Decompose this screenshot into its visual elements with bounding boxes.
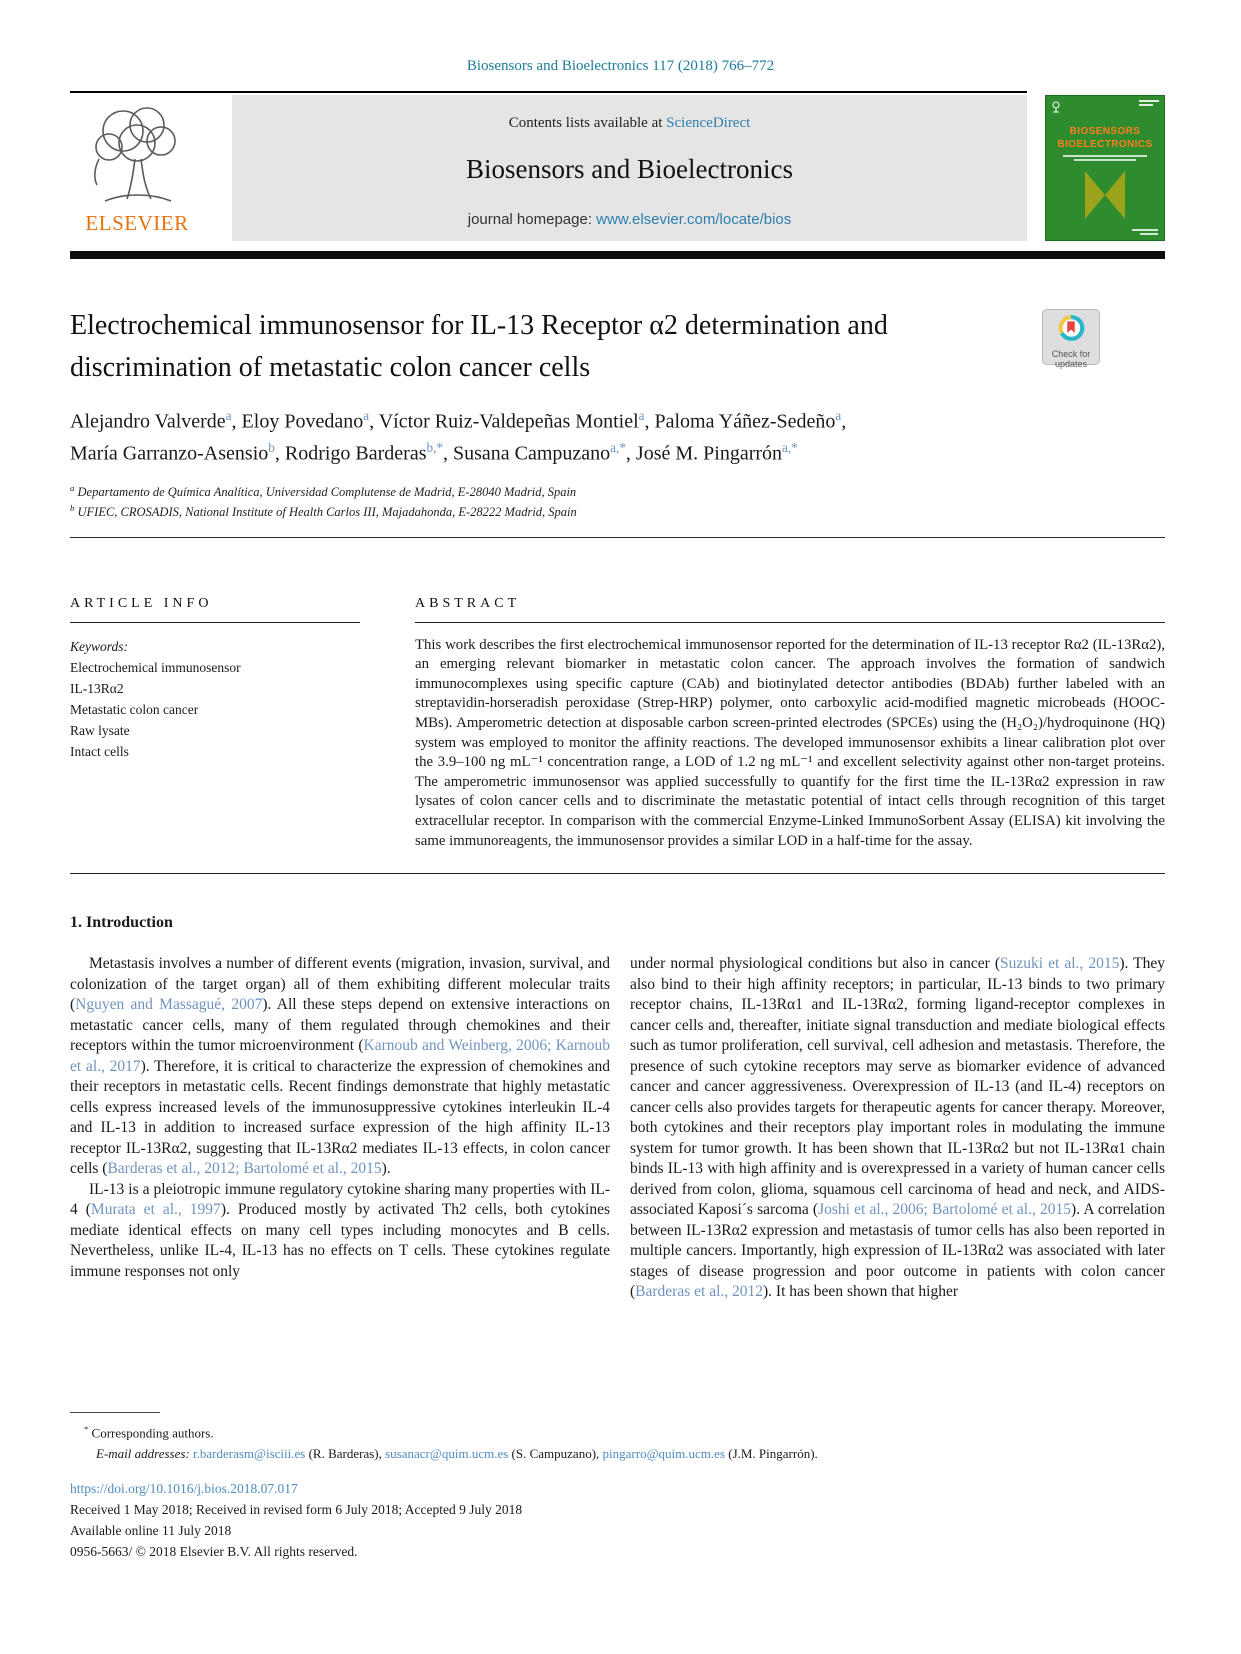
homepage-line bbox=[232, 211, 1027, 228]
elsevier-wordmark: ELSEVIER bbox=[85, 211, 189, 235]
authors-line-1: Alejandro Valverde$^a$, Eloy Povedano$^a$, Víctor Ruiz-Valdepeñas Montiel$^a$, Paloma Yáñez-Sedeño$^a$, bbox=[70, 408, 847, 433]
affiliations bbox=[70, 480, 1165, 520]
homepage-prefix: journal homepage: bbox=[467, 211, 597, 228]
citation-link[interactable]: Nguyen and Massagué, 2007 bbox=[75, 996, 263, 1014]
article-info-heading: ARTICLE INFO bbox=[70, 595, 213, 611]
abstract-heading: ABSTRACT bbox=[415, 595, 521, 611]
homepage-link[interactable]: www.elsevier.com/locate/bios bbox=[596, 211, 792, 228]
cover-logo-icon bbox=[1051, 100, 1061, 118]
footnote-rule bbox=[70, 1412, 160, 1413]
intro-paragraph: IL-13 is a pleiotropic immune regulatory cytokine sharing many properties with IL-4 (Murata et al., 1997). Produced mostly by activated Th2 cells, both cytokines mediate identical effects on many cell types including monocytes and B cells. Nevertheless, unlike IL-4, IL-13 has no effects on T cells. These cytokines regulate immune responses not only bbox=[70, 1180, 610, 1280]
inline-link[interactable]: pingarro@quim.ucm.es bbox=[602, 1446, 725, 1462]
cover-tagline-decoration bbox=[1051, 155, 1159, 161]
body-column-left bbox=[70, 954, 610, 1303]
sciencedirect-link[interactable]: ScienceDirect bbox=[666, 115, 751, 131]
citation-link[interactable]: Joshi et al., 2006; Bartolomé et al., 2015 bbox=[818, 1201, 1072, 1219]
citation-link[interactable]: Murata et al., 1997 bbox=[90, 1201, 221, 1219]
article-title: Electrochemical immunosensor for IL-13 Receptor α2 determination and discrimination of metastatic colon cancer cells bbox=[70, 310, 888, 383]
intro-paragraph: Metastasis involves a number of different events (migration, invasion, survival, and colonization of the target organ) all of them exhibiting different molecular traits (Nguyen and Massagué, 2007). All these steps depend on extensive interactions on metastatic cancer cells, many of them regulated through chemokines and their receptors within the tumor microenvironment (Karnoub and Weinberg, 2006; Karnoub et al., 2017). Therefore, it is critical to characterize the expression of chemokines and their receptors in metastatic cells. Recent findings demonstrate that highly metastatic cells express increased levels of the immunosuppressive cytokines interleukin IL-4 and IL-13 in addition to increased surface expression of the high affinity IL-13 receptor IL-13Rα2, suggesting that IL-13Rα2 mediates IL-13 effects, in colon cancer cells (Barderas et al., 2012; Bartolomé et al., 2015). bbox=[70, 955, 611, 1178]
citation-link[interactable]: Barderas et al., 2012; Bartolomé et al., 2015 bbox=[107, 1160, 382, 1178]
title-divider-rule bbox=[70, 537, 1165, 538]
introduction-heading: 1. Introduction bbox=[70, 914, 173, 932]
journal-cover-thumbnail bbox=[1045, 95, 1165, 241]
author-list bbox=[70, 403, 1165, 466]
doi-link[interactable]: https://doi.org/10.1016/j.bios.2018.07.017 bbox=[70, 1481, 298, 1496]
journal-name: Biosensors and Bioelectronics bbox=[466, 154, 793, 184]
cover-bowtie-icon bbox=[1051, 171, 1159, 219]
cover-title-line1: BIOSENSORS bbox=[1069, 126, 1141, 137]
available-online-line: Available online 11 July 2018 bbox=[70, 1523, 232, 1538]
keyword-item: Electrochemical immunosensor bbox=[70, 659, 241, 675]
inline-link[interactable]: r.barderasm@isciii.es bbox=[193, 1446, 306, 1462]
keyword-item: Intact cells bbox=[70, 743, 129, 759]
article-info-column bbox=[70, 596, 360, 852]
keyword-item: Metastatic colon cancer bbox=[70, 701, 199, 717]
check-updates-icon bbox=[1056, 330, 1086, 347]
affiliation-item: $^a$ Departamento de Química Analítica, Universidad Complutense de Madrid, E-28040 Madrid, Spain bbox=[70, 483, 577, 500]
authors-line-2: María Garranzo-Asensio$^b$, Rodrigo Barderas$^{b,*}$, Susana Campuzano$^{a,*}$, José M. Pingarrón$^{a,*}$ bbox=[70, 439, 798, 465]
journal-citation-header: Biosensors and Bioelectronics 117 (2018) 766–772 bbox=[466, 58, 775, 74]
elsevier-logo bbox=[72, 101, 202, 241]
abstract-column bbox=[415, 596, 1165, 852]
citation-link[interactable]: Karnoub and Weinberg, 2006; Karnoub et al., 2017 bbox=[70, 1037, 611, 1075]
copyright-line: 0956-5663/ © 2018 Elsevier B.V. All rights reserved. bbox=[70, 1544, 358, 1559]
corresponding-authors-note: * Corresponding authors. bbox=[84, 1424, 214, 1441]
journal-masthead-box bbox=[232, 95, 1027, 241]
inline-link[interactable]: susanacr@quim.ucm.es bbox=[385, 1446, 509, 1462]
article-history-block bbox=[70, 1478, 1165, 1562]
keyword-item: Raw lysate bbox=[70, 722, 130, 738]
check-updates-label: Check for updates bbox=[1051, 349, 1091, 369]
masthead-divider-bar bbox=[70, 251, 1165, 259]
abstract-text: This work describes the first electrochemical immunosensor reported for the determination of IL-13 receptor Rα2 (IL-13Rα2), an emerging relevant biomarker in metastatic colon cancer. The approach involves the formation of sandwich immunocomplexes using specific capture (CAb) and biotinylated detector antibodies (BDAb) further labeled with an streptavidin-horseradish peroxidase (Strep-HRP) polymer, onto carboxylic acid-modified magnetic microbeads (HOOC-MBs). Amperometric detection at disposable carbon screen-printed electrodes (SPCEs) using the (H₂O₂)/hydroquinone (HQ) system was employed to monitor the affinity reactions. The developed immunosensor exhibits a linear calibration plot over the 3.9–100 ng mL⁻¹ concentration range, a LOD of 1.2 ng mL⁻¹ and excellent selectivity against other non-target proteins. The amperometric immunosensor was applied successfully to quantify for the first time the IL-13Rα2 expression in raw lysates of colon cancer cells and to discriminate the metastatic potential of intact cells through recognition of this target extracellular receptor. In comparison with the commercial Enzyme-Linked ImmunoSorbent Assay (ELISA) kit involving the same immunoreagents, the immunosensor provides a similar LOD in a half-time for the assay. bbox=[415, 636, 1165, 849]
introduction-section bbox=[70, 914, 1165, 1303]
intro-paragraph: under normal physiological conditions but also in cancer (Suzuki et al., 2015). They also bind to their high affinity receptors; in particular, IL-13 binds to two primary receptor chains, IL-13Rα1 and IL-13Rα2, forming ligand-receptor complexes in cancer cells and, thereafter, initiate signal transduction and mediate biological effects such as tumor proliferation, cell survival, cell adhesion and metastasis. Therefore, the presence of such cytokine receptors may serve as biomarker evidence of advanced cancer and cancer aggressiveness. Overexpression of IL-13 (and IL-4) receptors on cancer cells also provides targets for therapeutic agents for cancer therapy. Moreover, both cytokines and their receptors play important roles in modulating the immune system for tumor growth. It has been shown that IL-13Rα2 but not IL-13Rα1 chain binds IL-13 with high affinity and is overexpressed in a variety of human cancer cells derived from colon, glioma, squamous cell carcinoma of head and neck, and AIDS-associated Kaposi´s sarcoma (Joshi et al., 2006; Bartolomé et al., 2015). A correlation between IL-13Rα2 expression and metastasis of tumor cells has also been reported in multiple cancers. Importantly, high expression of IL-13Rα2 was associated with later stages of disease progression and poor outcome in patients with colon cancer (Barderas et al., 2012). It has been shown that higher bbox=[630, 955, 1166, 1301]
received-line: Received 1 May 2018; Received in revised form 6 July 2018; Accepted 9 July 2018 bbox=[70, 1502, 523, 1517]
contents-prefix: Contents lists available at bbox=[508, 115, 667, 131]
email-addresses-line: E-mail addresses: r.barderasm@isciii.es (R. Barderas), susanacr@quim.ucm.es (S. Campuzano), pingarro@quim.ucm.es (J.M. Pingarrón). bbox=[96, 1446, 818, 1462]
citation-link[interactable]: Suzuki et al., 2015 bbox=[1000, 955, 1120, 973]
elsevier-tree-icon bbox=[72, 101, 202, 209]
abstract-bottom-rule bbox=[70, 873, 1165, 874]
check-updates-badge[interactable] bbox=[1042, 309, 1100, 369]
body-column-right bbox=[630, 954, 1165, 1303]
cover-issue-decoration bbox=[1139, 100, 1159, 108]
article-info-rule bbox=[70, 622, 360, 623]
keyword-item: IL-13Rα2 bbox=[70, 680, 124, 696]
keywords-block bbox=[70, 636, 360, 762]
abstract-rule bbox=[415, 622, 1165, 623]
masthead bbox=[70, 93, 1165, 243]
affiliation-item: $^b$ UFIEC, CROSADIS, National Institute of Health Carlos III, Majadahonda, E-28222 Madrid, Spain bbox=[70, 503, 577, 520]
cover-footer-decoration bbox=[1132, 227, 1158, 235]
citation-link[interactable]: Barderas et al., 2012 bbox=[635, 1283, 764, 1301]
keywords-label: Keywords: bbox=[70, 638, 128, 654]
cover-title-line2: BIOELECTRONICS bbox=[1057, 138, 1153, 150]
footnote-block bbox=[70, 1412, 1165, 1462]
cover-title bbox=[1051, 126, 1159, 151]
contents-line bbox=[232, 95, 1027, 132]
